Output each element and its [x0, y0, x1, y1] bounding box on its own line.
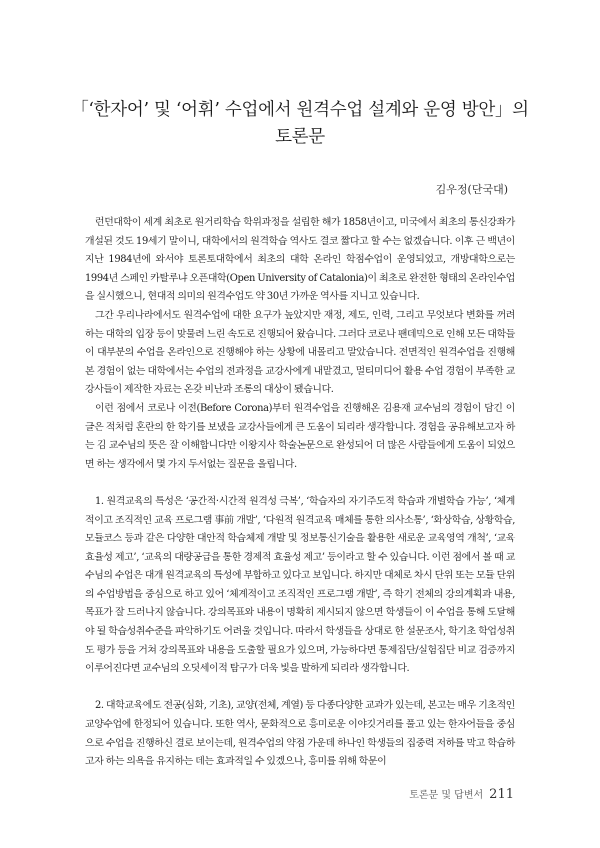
paragraph-intro-1: 런던대학이 세계 최초로 원거리학습 학위과정을 설립한 해가 1858년이고, 미국에서 최초의 통신강좌가 개설된 것도 19세기 말이니, 대학에서의 원격학습 역사도 결코 짧다고 할 수는 없겠습니다. 이후 근 백년이 지난 1984년에 와서야 토론토대학에서 최초의 대학 온라인 학점수업이 운영되었고, 개방대학으로는 1994년 스페인 카탈루냐 오픈대학(Open University of Catalonia)이 최초로 완전한 형태의 온라인수업을 실시했으니, 현대적 의미의 원격수업도 약 30년 가까운 역사를 지니고 있습니다.	[85, 217, 515, 303]
title-line-1: 「‘한자어’ 및 ‘어휘’ 수업에서 원격수업 설계와 운영 방안」의	[71, 100, 529, 120]
body-text	[85, 214, 515, 772]
paragraph-intro-2: 그간 우리나라에서도 원격수업에 대한 요구가 높았지만 재정, 제도, 인력, 그리고 무엇보다 변화를 꺼려하는 대학의 입장 등이 맞물려 느린 속도로 진행되어 왔습니다. 그러다 코로나 팬데믹으로 인해 모든 대학들이 대부분의 수업을 온라인으로 진행해야 하는 상황에 내몰리고 말았습니다. 전면적인 원격수업을 진행해본 경험이 없는 대학에서는 수업의 전과정을 교강사에게 내맡겼고, 멀티미디어 활용 수업 경험이 부족한 교강사들이 제작한 자료는 온갖 비난과 조롱의 대상이 됐습니다.	[85, 309, 515, 396]
page-title	[60, 97, 540, 151]
author-affiliation: 김우정(단국대)	[435, 183, 508, 196]
question-1: 1. 원격교육의 특성은 ‘공간적·시간적 원격성 극복’, ‘학습자의 자기주도적 학습과 개별학습 가능’, ‘체계적이고 조직적인 교육 프로그램 事前 개발’, ‘다원적 원격교육 매체를 통한 의사소통’, ‘화상학습, 상황학습, 모듈코스 등과 같은 다양한 대안적 학습체제 개발 및 정보통신기술을 활용한 새로운 교육영역 개척’, ‘교육 효율성 제고’, ‘교육의 대량공급을 통한 경제적 효율성 제고’ 등이라고 할 수 있습니다. 이런 점에서 볼 때 교수님의 수업은 대개 원격교육의 특성에 부합하고 있다고 보입니다. 하지만 대체로 차시 단위 또는 모듈 단위의 수업방법을 중심으로 하고 있어 ‘체계적이고 조직적인 프로그램 개발’, 즉 학기 전체의 강의계획과 내용, 목표가 잘 드러나지 않습니다. 강의목표와 내용이 명확히 제시되지 않으면 학생들이 이 수업을 통해 도달해야 될 학습성취수준을 파악하기도 어려울 것입니다. 따라서 학생들을 상대로 한 설문조사, 학기초 학업성취도 평가 등을 거쳐 강의목표와 내용을 도출할 필요가 있으며, 가능하다면 통제집단/실험집단 비교 검증까지 이루어진다면 교수님의 오딧세이적 탐구가 더욱 빛을 발하게 되리라 생각합니다.	[85, 495, 515, 675]
footer-label: 토론문 및 답변서	[409, 790, 484, 801]
question-2: 2. 대학교육에도 전공(심화, 기초), 교양(전체, 계열) 등 다종다양한 교과가 있는데, 본고는 매우 기초적인 교양수업에 한정되어 있습니다. 또한 역사, 문화적으로 흥미로운 이야깃거리를 풀고 있는 한자어들을 중심으로 수업을 진행하신 결로 보이는데, 원격수업의 약점 가운데 하나인 학생들의 집중력 저하를 막고 학습하고자 하는 의욕을 유지하는 데는 효과적일 수 있겠으나, 흥미를 위해 학문이	[85, 700, 515, 768]
page-footer	[409, 786, 514, 802]
paragraph-intro-3: 이런 점에서 코로나 이전(Before Corona)부터 원격수업을 진행해온 김용재 교수님의 경험이 담긴 이 글은 적처럼 혼란의 한 학기를 보냈을 교강사들에게 큰 도움이 되리라 생각합니다. 경험을 공유해보고자 하는 김 교수님의 뜻은 잘 이해합니다만 이왕지사 학술논문으로 완성되어 더 많은 사람들에게 도움이 되었으면 하는 생각에서 몇 가지 두서없는 질문을 올립니다.	[85, 402, 515, 470]
title-line-2: 토론문	[275, 127, 325, 147]
page-number: 211	[489, 787, 514, 802]
